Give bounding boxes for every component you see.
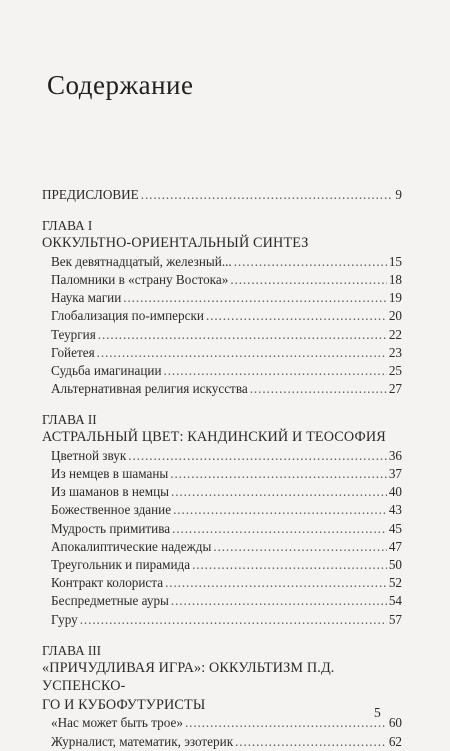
toc-entry-label: Паломники в «страну Востока» [51, 271, 229, 287]
toc-entry-label: Треугольник и пирамида [51, 557, 191, 573]
toc-entry[interactable] [42, 611, 402, 629]
dot-leader [171, 592, 387, 610]
chapter-title: ОККУЛЬТНО-ОРИЕНТАЛЬНЫЙ СИНТЕЗ [42, 235, 309, 252]
toc-entry[interactable] [42, 380, 402, 398]
toc-entry-label: Альтернативная религия искусства [51, 381, 248, 397]
chapter-title: АСТРАЛЬНЫЙ ЦВЕТ: КАНДИНСКИЙ И ТЕОСОФИЯ [42, 429, 386, 446]
dot-leader [80, 611, 387, 629]
table-of-contents [42, 186, 402, 751]
toc-entry-label: Гойетея [51, 344, 95, 360]
dot-leader [235, 733, 387, 751]
dot-leader [192, 556, 387, 574]
dot-leader [141, 186, 394, 204]
toc-entry[interactable] [42, 483, 402, 501]
chapter-heading: ГЛАВА I [42, 218, 93, 234]
dot-leader [234, 253, 387, 271]
toc-entry-label: Теургия [51, 326, 96, 342]
dot-leader [123, 289, 387, 307]
toc-entry-page: 27 [388, 381, 402, 397]
dot-leader [171, 483, 387, 501]
toc-entry[interactable] [42, 465, 402, 483]
dot-leader [172, 520, 387, 538]
dot-leader [165, 574, 387, 592]
toc-entry[interactable] [42, 253, 402, 271]
dot-leader [170, 465, 387, 483]
toc-entry-page: 62 [388, 733, 402, 749]
toc-entry-page: 43 [388, 502, 402, 518]
dot-leader [128, 447, 387, 465]
chapter-heading: ГЛАВА II [42, 412, 97, 428]
dot-leader [98, 326, 387, 344]
toc-entry[interactable] [42, 733, 402, 751]
toc-entry-page: 20 [388, 308, 402, 324]
toc-entry-page: 45 [388, 520, 402, 536]
dot-leader [250, 380, 387, 398]
toc-entry-page: 57 [388, 611, 402, 627]
toc-entry[interactable] [42, 447, 402, 465]
toc-entry[interactable] [42, 574, 402, 592]
toc-entry-page: 47 [388, 538, 402, 554]
toc-entry-page: 23 [388, 344, 402, 360]
toc-entry-label: Божественное здание [51, 502, 172, 518]
toc-entry-label: Мудрость примитива [51, 520, 171, 536]
toc-entry[interactable] [42, 501, 402, 519]
toc-entry-page: 36 [388, 447, 402, 463]
toc-entry-label: Беспредметные ауры [51, 593, 169, 609]
toc-entry-label: Гуру [51, 611, 78, 627]
toc-entry-page: 15 [388, 253, 402, 269]
toc-entry-page: 60 [388, 715, 402, 731]
toc-entry[interactable] [42, 592, 402, 610]
toc-entry-label: Судьба имагинации [51, 362, 162, 378]
page-number: 5 [374, 705, 381, 720]
toc-entry-label: Контракт колориста [51, 575, 164, 591]
toc-entry-page: 37 [388, 466, 402, 482]
dot-leader [213, 538, 387, 556]
toc-entry-page: 54 [388, 593, 402, 609]
toc-entry-label: Глобализация по-имперски [51, 308, 204, 324]
toc-entry-label: ПРЕДИСЛОВИЕ [42, 187, 139, 202]
dot-leader [164, 362, 387, 380]
toc-entry[interactable] [42, 289, 402, 307]
toc-entry-page: 22 [388, 326, 402, 342]
toc-entry[interactable] [42, 307, 402, 325]
toc-entry-page: 25 [388, 362, 402, 378]
dot-leader [97, 344, 387, 362]
toc-entry-page: 52 [388, 575, 402, 591]
toc-entry[interactable] [42, 520, 402, 538]
toc-entry[interactable] [42, 344, 402, 362]
toc-entry[interactable] [42, 362, 402, 380]
toc-entry[interactable] [42, 271, 402, 289]
toc-entry-label: Из немцев в шаманы [51, 466, 169, 482]
toc-entry[interactable] [42, 714, 402, 732]
dot-leader [173, 501, 387, 519]
toc-entry-label: Из шаманов в немцы [51, 484, 170, 500]
toc-entry-label: Журналист, математик, эзотерик [51, 733, 234, 749]
toc-entry-page: 19 [388, 290, 402, 306]
dot-leader [206, 307, 387, 325]
toc-entry[interactable] [42, 556, 402, 574]
toc-entry-page: 50 [388, 557, 402, 573]
chapter-heading: ГЛАВА III [42, 642, 102, 658]
toc-entry-label: Век девятнадцатый, железный... [51, 253, 232, 269]
chapter-title: «ПРИЧУДЛИВАЯ ИГРА»: ОККУЛЬТИЗМ П.Д. УСПЕНСКО- [42, 659, 335, 695]
dot-leader [185, 714, 387, 732]
toc-entry-label: Цветной звук [51, 447, 127, 463]
toc-entry-preface[interactable] [42, 186, 402, 204]
toc-entry-label: Наука магии [51, 290, 122, 306]
toc-entry-page: 9 [395, 187, 402, 202]
toc-entry[interactable] [42, 538, 402, 556]
toc-entry-page: 18 [388, 271, 402, 287]
page-title: Содержание [47, 70, 194, 100]
toc-entry-page: 40 [388, 484, 402, 500]
toc-entry-label: Апокалиптические надежды [51, 538, 212, 554]
chapter-title-continued: ГО И КУБОФУТУРИСТЫ [42, 696, 206, 713]
toc-entry[interactable] [42, 326, 402, 344]
dot-leader [230, 271, 386, 289]
toc-entry-label: «Нас может быть трое» [51, 715, 183, 731]
